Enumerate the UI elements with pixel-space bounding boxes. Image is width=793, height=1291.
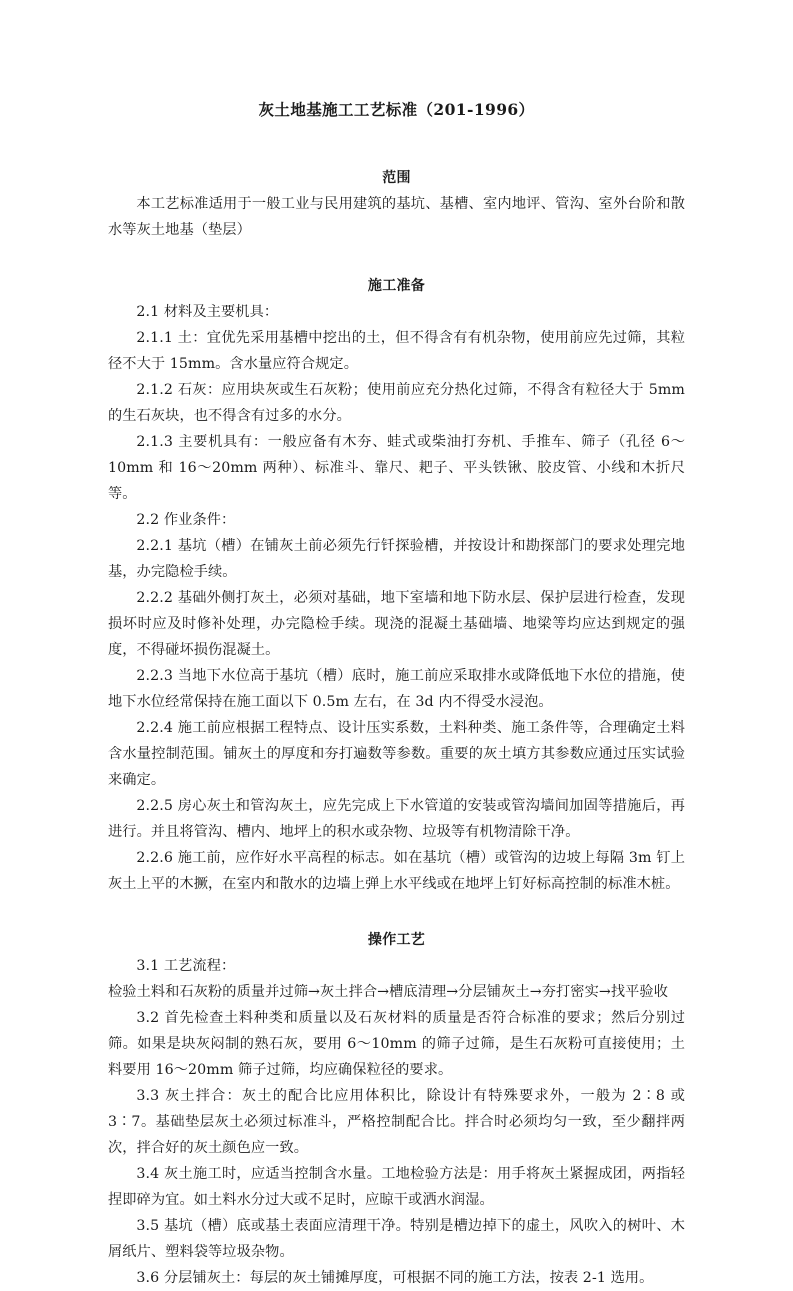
- paragraph-2-2-3: 2.2.3 当地下水位高于基坑（槽）底时，施工前应采取排水或降低地下水位的措施，使地下水位经常保持在施工面以下 0.5m 左右，在 3d 内不得受水浸泡。: [108, 668, 685, 710]
- paragraph-3-3: 3.3 灰土拌合：灰土的配合比应用体积比，除设计有特殊要求外，一般为 2∶8 或 3∶7。基础垫层灰土必须过标准斗，严格控制配合比。拌合时必须均匀一致，至少翻拌两次，拌合好的灰土颜色应一致。: [108, 1088, 685, 1156]
- section-range-body: 本工艺标准适用于一般工业与民用建筑的基坑、基槽、室内地评、管沟、室外台阶和散水等灰土地基（垫层）: [108, 196, 685, 238]
- section-heading-operations: 操作工艺: [367, 932, 426, 948]
- paragraph-2-1-2: 2.1.2 石灰：应用块灰或生石灰粉；使用前应充分热化过筛，不得含有粒径大于 5mm 的生石灰块，也不得含有过多的水分。: [108, 382, 685, 424]
- paragraph-2-1-3: 2.1.3 主要机具有：一般应备有木夯、蛙式或柴油打夯机、手推车、筛子（孔径 6～10mm 和 16～20mm 两种）、标准斗、靠尺、耙子、平头铁锹、胶皮管、小线和木折尺等。: [108, 434, 685, 502]
- paragraph-3-1: 3.1 工艺流程：: [136, 958, 236, 974]
- paragraph-2-2-2: 2.2.2 基础外侧打灰土，必须对基础，地下室墙和地下防水层、保护层进行检查，发现损坏时应及时修补处理，办完隐检手续。现浇的混凝土基础墙、地梁等均应达到规定的强度，不得碰坏损伤混凝土。: [108, 590, 685, 658]
- paragraph-2-2-5: 2.2.5 房心灰土和管沟灰土，应先完成上下水管道的安装或管沟墙间加固等措施后，再进行。并且将管沟、槽内、地坪上的积水或杂物、垃圾等有机物清除干净。: [108, 798, 685, 840]
- paragraph-3-2: 3.2 首先检查土料种类和质量以及石灰材料的质量是否符合标准的要求；然后分别过筛。如果是块灰闷制的熟石灰，要用 6～10mm 的筛子过筛，是生石灰粉可直接使用；土料要用 16～20mm 筛子过筛，均应确保粒径的要求。: [108, 1010, 685, 1078]
- paragraph-2-2-1: 2.2.1 基坑（槽）在铺灰土前必须先行钎探验槽，并按设计和勘探部门的要求处理完地基，办完隐检手续。: [108, 538, 685, 580]
- paragraph-3-5: 3.5 基坑（槽）底或基土表面应清理干净。特别是槽边掉下的虚土，风吹入的树叶、木屑纸片、塑料袋等垃圾杂物。: [108, 1218, 685, 1260]
- page-title: 灰土地基施工工艺标准（201-1996）: [258, 100, 535, 119]
- paragraph-2-2-6: 2.2.6 施工前，应作好水平高程的标志。如在基坑（槽）或管沟的边坡上每隔 3m 钉上灰土上平的木撅，在室内和散水的边墙上弹上水平线或在地坪上钉好标高控制的标准木桩。: [108, 850, 685, 892]
- paragraph-3-4: 3.4 灰土施工时，应适当控制含水量。工地检验方法是：用手将灰土紧握成团，两指轻捏即碎为宜。如土料水分过大或不足时，应晾干或洒水润湿。: [108, 1166, 685, 1208]
- process-flow-line: 检验土料和石灰粉的质量并过筛→灰土拌合→槽底清理→分层铺灰土→夯打密实→找平验收: [108, 984, 669, 1000]
- section-heading-preparation: 施工准备: [367, 278, 426, 294]
- section-heading-range: 范围: [382, 170, 411, 186]
- paragraph-3-6: 3.6 分层铺灰土：每层的灰土铺摊厚度，可根据不同的施工方法，按表 2-1 选用。: [136, 1270, 654, 1286]
- paragraph-2-1-1: 2.1.1 土：宜优先采用基槽中挖出的土，但不得含有有机杂物，使用前应先过筛，其粒径不大于 15mm。含水量应符合规定。: [108, 330, 685, 372]
- paragraph-2-2: 2.2 作业条件：: [136, 512, 236, 528]
- paragraph-2-2-4: 2.2.4 施工前应根据工程特点、设计压实系数，土料种类、施工条件等，合理确定土料含水量控制范围。铺灰土的厚度和夯打遍数等参数。重要的灰土填方其参数应通过压实试验来确定。: [108, 720, 685, 788]
- paragraph-2-1: 2.1 材料及主要机具：: [136, 304, 279, 320]
